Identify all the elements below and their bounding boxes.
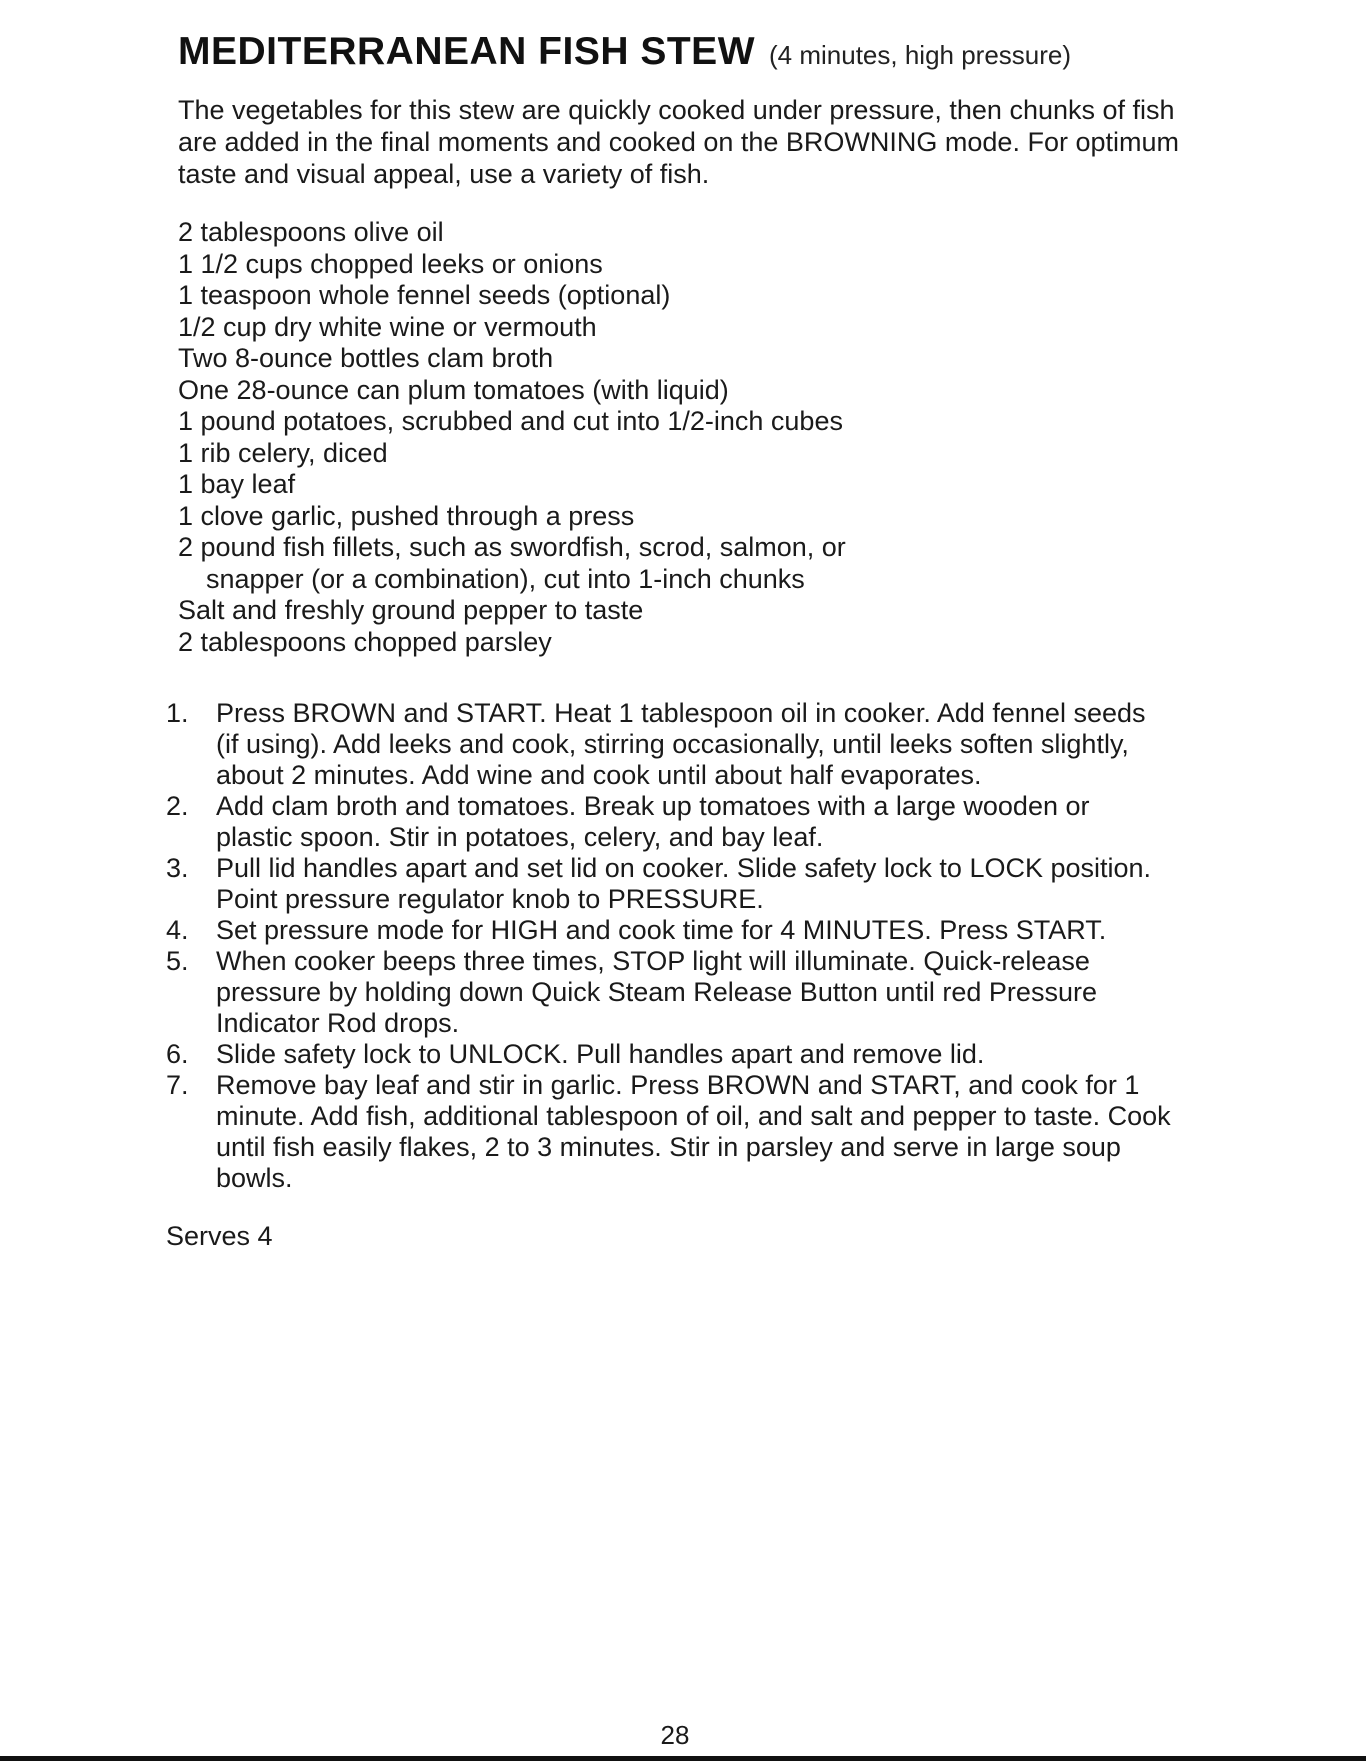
ingredient-item: 1 bay leaf (178, 469, 296, 499)
step-item (166, 946, 1198, 1039)
recipe-intro: The vegetables for this stew are quickly cooked under pressure, then chunks of fish are added in the final moments and cooked on the BROWNING mode. For optimum taste and visual appeal, use a variety of fish. (178, 95, 1179, 189)
step-text: Set pressure mode for HIGH and cook time for 4 MINUTES. Press START. (216, 915, 1107, 945)
step-item (166, 853, 1198, 915)
instruction-steps (166, 698, 1198, 1194)
step-text: Add clam broth and tomatoes. Break up tomatoes with a large wooden or plastic spoon. Stir in potatoes, celery, and bay leaf. (216, 791, 1090, 852)
step-text: Press BROWN and START. Heat 1 tablespoon oil in cooker. Add fennel seeds (if using). Add leeks and cook, stirring occasionally, until leeks soften slightly, about 2 minutes. Add wine and cook until about half evaporates. (216, 698, 1146, 790)
ingredient-item: One 28-ounce can plum tomatoes (with liquid) (178, 374, 729, 405)
ingredient-item: 1 clove garlic, pushed through a press (178, 500, 635, 531)
step-text: When cooker beeps three times, STOP light will illuminate. Quick-release pressure by holding down Quick Steam Release Button until red Pressure Indicator Rod drops. (216, 946, 1097, 1038)
recipe-cook-time: (4 minutes, high pressure) (769, 40, 1072, 70)
step-number: 3. (166, 853, 189, 883)
step-item (166, 915, 1198, 946)
step-item (166, 1070, 1198, 1194)
recipe-heading (178, 30, 1198, 74)
step-item (166, 698, 1198, 791)
step-item (166, 791, 1198, 853)
step-number: 5. (166, 946, 189, 976)
bottom-edge-rule (0, 1756, 1366, 1761)
ingredient-item: 1 rib celery, diced (178, 437, 388, 468)
recipe-title: MEDITERRANEAN FISH STEW (178, 30, 755, 73)
ingredient-item: 2 tablespoons chopped parsley (178, 626, 552, 657)
step-number: 4. (166, 915, 189, 945)
step-number: 7. (166, 1070, 189, 1100)
step-number: 1. (166, 698, 189, 728)
step-text: Slide safety lock to UNLOCK. Pull handles apart and remove lid. (216, 1039, 985, 1069)
serving-size: Serves 4 (166, 1221, 273, 1251)
recipe-column (166, 30, 1198, 1252)
ingredient-item: 1/2 cup dry white wine or vermouth (178, 311, 597, 342)
step-text: Remove bay leaf and stir in garlic. Press BROWN and START, and cook for 1 minute. Add fish, additional tablespoon of oil, and salt and pepper to taste. Cook until fish easily flakes, 2 to 3 minutes. Stir in parsley and serve in large soup bowls. (216, 1070, 1171, 1193)
step-item (166, 1039, 1198, 1070)
ingredient-list (178, 217, 1198, 658)
ingredient-item: 1 teaspoon whole fennel seeds (optional) (178, 280, 671, 310)
step-text: Pull lid handles apart and set lid on cooker. Slide safety lock to LOCK position. Point pressure regulator knob to PRESSURE. (216, 853, 1152, 914)
step-number: 2. (166, 791, 189, 821)
ingredient-item: Salt and freshly ground pepper to taste (178, 595, 644, 625)
ingredient-item: Two 8-ounce bottles clam broth (178, 343, 554, 373)
step-number: 6. (166, 1039, 189, 1069)
ingredient-item: 1 pound potatoes, scrubbed and cut into 1/2-inch cubes (178, 406, 843, 436)
page-number: 28 (660, 1720, 690, 1750)
ingredient-item: 2 tablespoons olive oil (178, 217, 444, 247)
ingredient-item: 2 pound fish fillets, such as swordfish, scrod, salmon, or snapper (or a combination), cut into 1-inch chunks (178, 532, 846, 594)
ingredient-item: 1 1/2 cups chopped leeks or onions (178, 248, 603, 279)
